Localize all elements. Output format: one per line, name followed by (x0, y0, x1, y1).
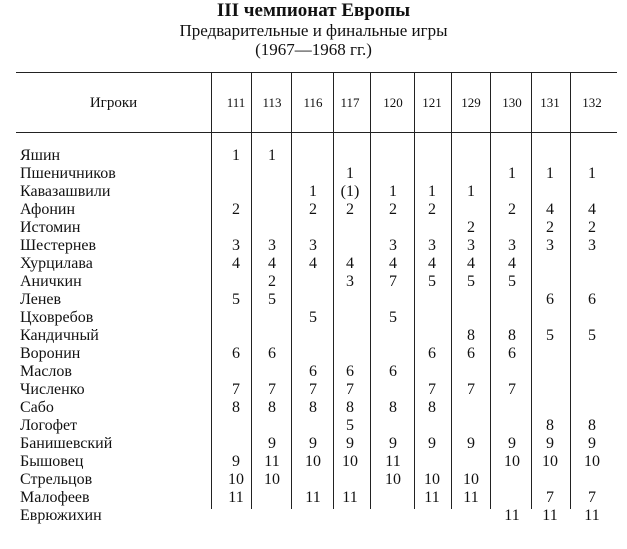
match-column-header: 120 (383, 95, 403, 110)
table-cell: 10 (504, 453, 520, 470)
table-cell: 5 (428, 273, 436, 290)
table-cell: 10 (385, 471, 401, 488)
player-name: Бышовец (20, 453, 84, 470)
table-cell: 5 (389, 309, 397, 326)
table-cell: 8 (309, 399, 317, 416)
page-subtitle: Предварительные и финальные игры (179, 21, 448, 40)
player-name: Банишевский (20, 435, 113, 452)
table-cell: 1 (389, 183, 397, 200)
table-cell: 7 (309, 381, 317, 398)
table-cell: 2 (309, 201, 317, 218)
table-cell: 11 (463, 489, 479, 506)
table-cell: 11 (504, 507, 520, 524)
match-column-header: 117 (340, 95, 360, 110)
table-cell: 6 (346, 363, 354, 380)
table-cell: 1 (346, 165, 354, 182)
table-cell: 5 (546, 327, 554, 344)
table-cell: 8 (389, 399, 397, 416)
table-cell: 11 (584, 507, 600, 524)
table-cell: 9 (428, 435, 436, 452)
table-cell: 4 (467, 255, 475, 272)
table-cell: 11 (264, 453, 280, 470)
table-cell: 3 (268, 237, 276, 254)
table-cell: 5 (467, 273, 475, 290)
table-cell: 5 (588, 327, 596, 344)
table-cell: 7 (232, 381, 240, 398)
table-cell: 8 (588, 417, 596, 434)
table-cell: 4 (508, 255, 516, 272)
table-cell: 3 (508, 237, 516, 254)
table-cell: 11 (342, 489, 358, 506)
table-cell: 2 (546, 219, 554, 236)
table-cell: 3 (346, 273, 354, 290)
table-cell: 5 (232, 291, 240, 308)
table-cell: 2 (508, 201, 516, 218)
table-cell: 7 (467, 381, 475, 398)
table-cell: 9 (309, 435, 317, 452)
table-cell: 11 (385, 453, 401, 470)
table-cell: 6 (428, 345, 436, 362)
table-cell: 1 (309, 183, 317, 200)
table-cell: 1 (428, 183, 436, 200)
table-cell: 6 (309, 363, 317, 380)
player-name: Пшеничников (20, 165, 116, 182)
table-cell: 9 (268, 435, 276, 452)
table-cell: 3 (588, 237, 596, 254)
table-cell: 7 (588, 489, 596, 506)
table-cell: 5 (309, 309, 317, 326)
player-name: Цховребов (20, 309, 94, 326)
table-cell: 4 (232, 255, 240, 272)
table-cell: 7 (346, 381, 354, 398)
table-cell: 5 (346, 417, 354, 434)
table-cell: 1 (588, 165, 596, 182)
player-name: Истомин (20, 219, 81, 236)
table-cell: 1 (467, 183, 475, 200)
table-cell: 4 (588, 201, 596, 218)
player-name: Стрельцов (20, 471, 93, 488)
table-cell: 8 (467, 327, 475, 344)
table-cell: 11 (424, 489, 440, 506)
table-cell: 2 (428, 201, 436, 218)
player-name: Логофет (20, 417, 78, 434)
table-cell: 5 (268, 291, 276, 308)
table-top-rule (16, 72, 617, 73)
table-cell: 6 (268, 345, 276, 362)
match-column-header: 111 (226, 95, 246, 110)
player-name: Кандичный (20, 327, 99, 344)
table-cell: 7 (268, 381, 276, 398)
table-cell: 4 (268, 255, 276, 272)
table-cell: 9 (508, 435, 516, 452)
match-column-header: 129 (461, 95, 481, 110)
match-column-header: 131 (540, 95, 560, 110)
player-name: Воронин (20, 345, 81, 362)
table-cell: 3 (467, 237, 475, 254)
match-column-header: 130 (502, 95, 522, 110)
table-cell: 11 (228, 489, 244, 506)
table-cell: 1 (546, 165, 554, 182)
table-cell: 8 (346, 399, 354, 416)
table-cell: 3 (309, 237, 317, 254)
table-cell: 1 (508, 165, 516, 182)
table-cell: 9 (467, 435, 475, 452)
table-cell: 9 (346, 435, 354, 452)
table-cell: 3 (546, 237, 554, 254)
table-cell: 7 (546, 489, 554, 506)
table-cell: 6 (467, 345, 475, 362)
player-name: Еврюжихин (20, 507, 102, 524)
table-cell: 6 (232, 345, 240, 362)
table-cell: 4 (546, 201, 554, 218)
table-cell: 6 (508, 345, 516, 362)
table-cell: 9 (588, 435, 596, 452)
table-cell: 11 (305, 489, 321, 506)
column-divider (211, 72, 212, 509)
table-cell: 9 (546, 435, 554, 452)
table-cell: 8 (508, 327, 516, 344)
player-name: Аничкин (20, 273, 82, 290)
player-name: Хурцилава (20, 255, 93, 272)
table-cell: 2 (389, 201, 397, 218)
table-cell: 3 (389, 237, 397, 254)
column-divider (370, 72, 371, 509)
table-cell: 10 (424, 471, 440, 488)
table-cell: 9 (389, 435, 397, 452)
table-cell: 8 (268, 399, 276, 416)
table-cell: 7 (508, 381, 516, 398)
table-cell: 5 (508, 273, 516, 290)
table-cell: (1) (340, 183, 360, 200)
table-cell: 4 (428, 255, 436, 272)
match-column-header: 132 (582, 95, 602, 110)
table-cell: 11 (542, 507, 558, 524)
table-cell: 6 (389, 363, 397, 380)
table-cell: 2 (232, 201, 240, 218)
table-cell: 10 (228, 471, 244, 488)
table-cell: 2 (346, 201, 354, 218)
table-cell: 4 (309, 255, 317, 272)
match-column-header: 116 (303, 95, 323, 110)
table-cell: 9 (232, 453, 240, 470)
match-column-header: 121 (422, 95, 442, 110)
player-name: Яшин (20, 147, 61, 164)
table-cell: 1 (268, 147, 276, 164)
table-cell: 4 (389, 255, 397, 272)
years-label: (1967—1968 гг.) (255, 40, 372, 59)
player-name: Малофеев (20, 489, 90, 506)
column-divider (570, 72, 571, 509)
table-cell: 7 (389, 273, 397, 290)
table-cell: 10 (342, 453, 358, 470)
table-cell: 2 (268, 273, 276, 290)
table-cell: 3 (428, 237, 436, 254)
table-cell: 8 (232, 399, 240, 416)
players-column-header: Игроки (89, 95, 138, 111)
player-name: Сабо (20, 399, 54, 416)
table-cell: 2 (467, 219, 475, 236)
player-name: Кавазашвили (20, 183, 111, 200)
table-cell: 10 (305, 453, 321, 470)
page-title: III чемпионат Европы (216, 0, 411, 21)
table-cell: 4 (346, 255, 354, 272)
table-cell: 6 (546, 291, 554, 308)
player-name: Численко (20, 381, 85, 398)
table-cell: 3 (232, 237, 240, 254)
match-column-header: 113 (262, 95, 282, 110)
player-name: Шестернев (20, 237, 97, 254)
table-cell: 8 (546, 417, 554, 434)
table-cell: 6 (588, 291, 596, 308)
table-cell: 10 (542, 453, 558, 470)
table-cell: 10 (463, 471, 479, 488)
player-name: Афонин (20, 201, 75, 218)
player-name: Ленев (20, 291, 62, 308)
table-cell: 8 (428, 399, 436, 416)
table-cell: 10 (264, 471, 280, 488)
table-cell: 10 (584, 453, 600, 470)
table-cell: 7 (428, 381, 436, 398)
table-cell: 1 (232, 147, 240, 164)
player-name: Маслов (20, 363, 72, 380)
table-cell: 2 (588, 219, 596, 236)
header-bottom-rule (16, 132, 617, 133)
